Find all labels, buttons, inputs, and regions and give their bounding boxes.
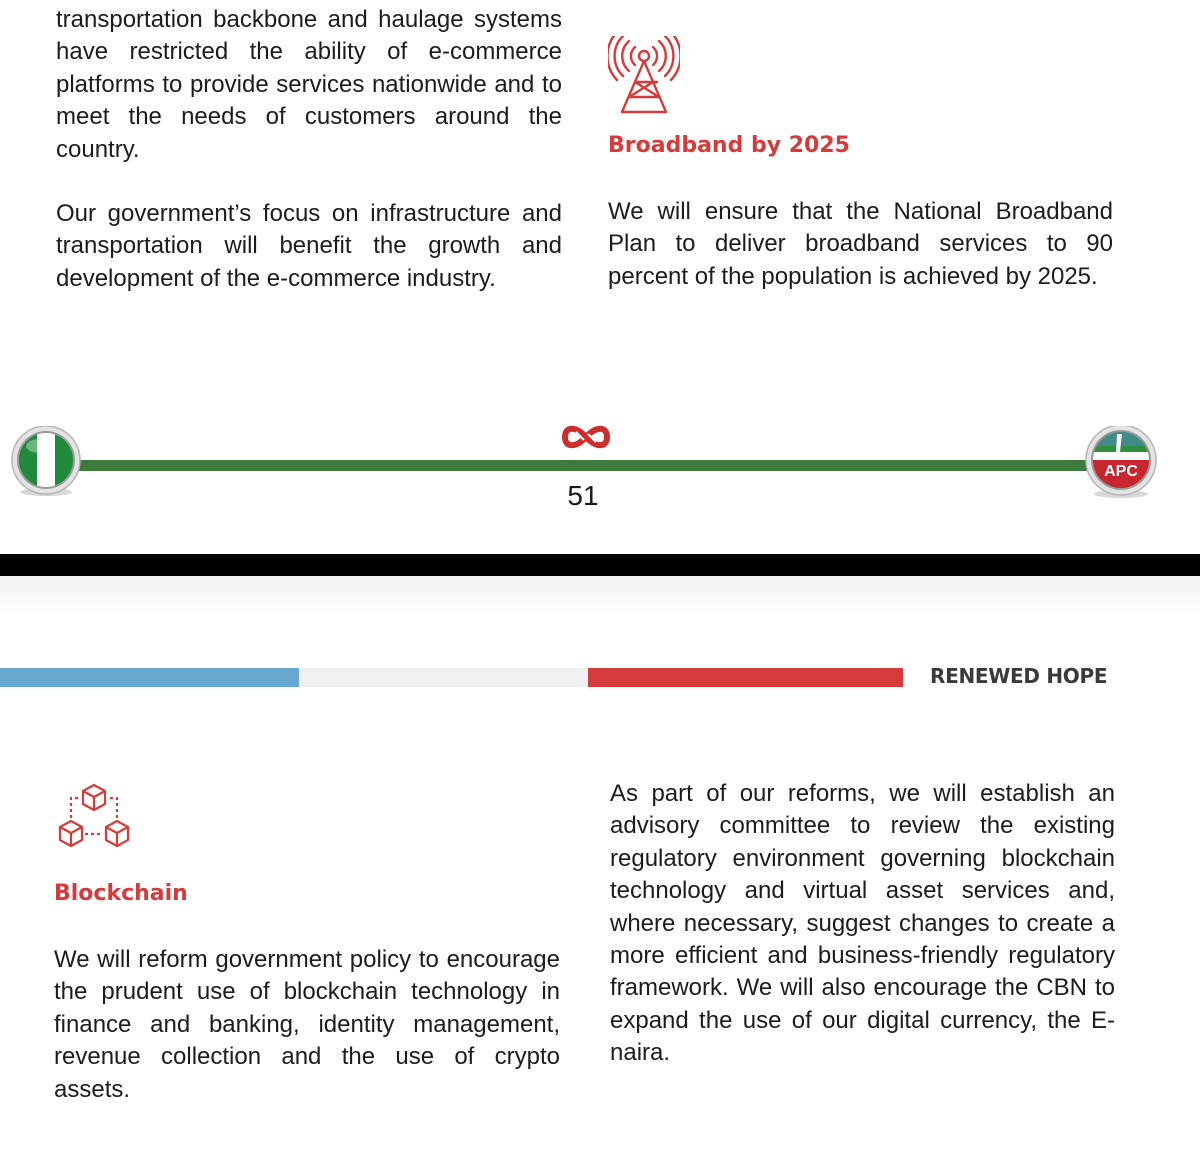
page-separator: [0, 554, 1200, 576]
apc-label: APC: [1104, 463, 1138, 480]
header-stripe-red: [588, 668, 903, 687]
nigeria-flag-icon: [10, 426, 82, 498]
broadband-heading: Broadband by 2025: [608, 133, 850, 158]
renewed-hope-title: RENEWED HOPE: [930, 664, 1108, 688]
broadcast-tower-icon: [608, 36, 680, 114]
footer-divider-line: [60, 460, 1110, 471]
header-stripe-white: [299, 668, 588, 687]
reforms-paragraph: As part of our reforms, we will establish an advisory committee to review the existing regulatory environment governing blockchain technology and virtual asset services and, where necessary, suggest changes to create a more efficient and business-friendly regulatory framework. We will also encourage the CBN to expand the use of our digital currency, the E-naira.: [610, 780, 1115, 1067]
infrastructure-paragraph: Our government’s focus on infrastructure and transportation will benefit the growth and development of the e-commerce industry.: [56, 200, 562, 292]
renewed-hope-logo-icon: [562, 422, 610, 452]
blockchain-paragraph: We will reform government policy to encourage the prudent use of blockchain technology in finance and banking, identity management, revenue collection and the use of crypto assets.: [54, 946, 560, 1103]
ecommerce-paragraph: transportation backbone and haulage systems have restricted the ability of e-commerce platforms to provide services nationwide and to meet the needs of customers around the country.: [56, 6, 562, 163]
page-number: 51: [567, 480, 599, 511]
broadband-paragraph: We will ensure that the National Broadband Plan to deliver broadband services to 90 percent of the population is achieved by 2025.: [608, 198, 1113, 290]
page-top-shade: [0, 576, 1200, 616]
blockchain-heading: Blockchain: [54, 881, 188, 906]
header-stripe-blue: [0, 668, 299, 687]
apc-logo-badge: [1084, 426, 1158, 500]
blockchain-cubes-icon: [56, 782, 132, 854]
